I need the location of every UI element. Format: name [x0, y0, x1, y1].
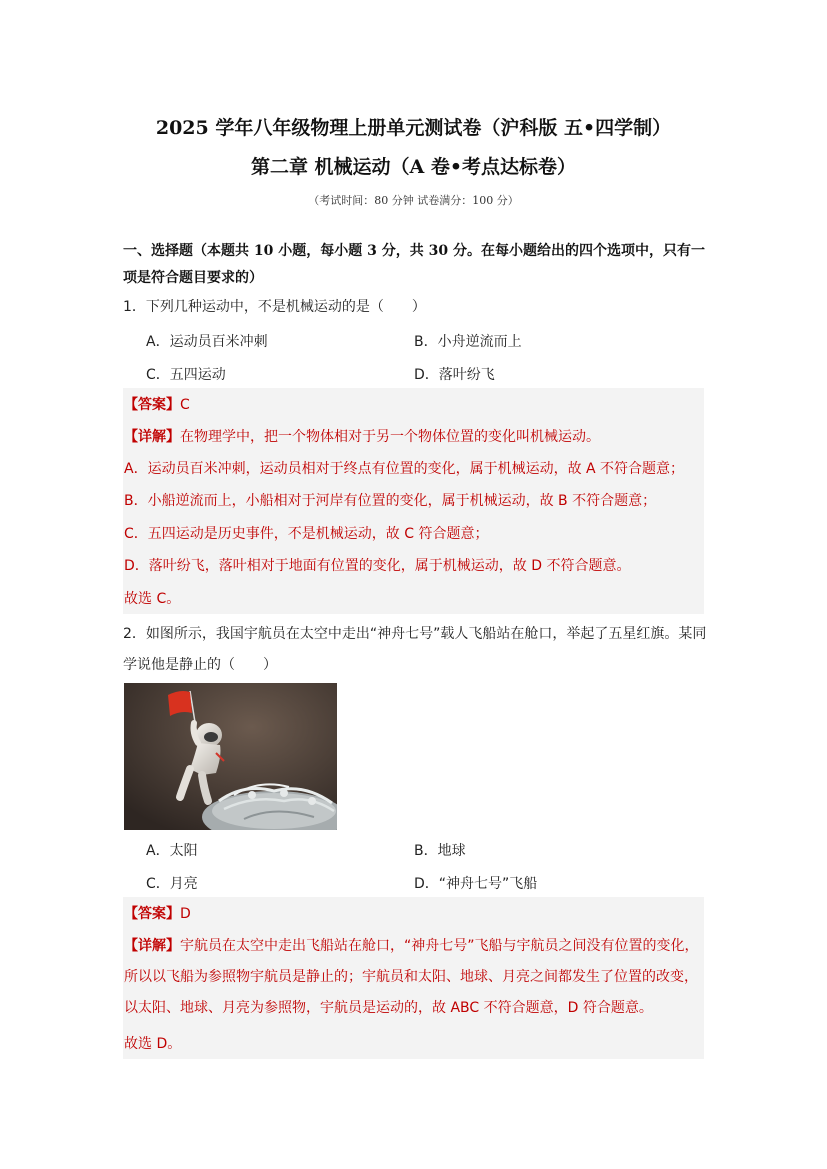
- q2-explain-text: 宇航员在太空中走出飞船站在舱口，“神舟七号”飞船与宇航员之间没有位置的变化，所以以飞船为参照物宇航员是静止的；宇航员和太阳、地球、月亮之间都发生了位置的改变，以太阳、地球、月亮为参照物，宇航员是运动的，故 ABC 不符合题意，D 符合题意。: [124, 938, 699, 1016]
- section-heading: 一、选择题（本题共 10 小题，每小题 3 分，共 30 分。在每小题给出的四个选项中，只有一项是符合题目要求的）: [123, 243, 705, 286]
- q1-conclusion: 故选 C。: [124, 591, 181, 607]
- q1-option-c: C．五四运动: [146, 367, 226, 383]
- q1-option-d: D．落叶纷飞: [414, 367, 495, 383]
- q2-explanation: [124, 931, 704, 1024]
- q1-explain-line-d: D．落叶纷飞，落叶相对于地面有位置的变化，属于机械运动，故 D 不符合题意。: [124, 558, 631, 574]
- q2-option-d: D．“神舟七号”飞船: [414, 876, 538, 892]
- q1-option-a: A．运动员百米冲刺: [146, 334, 268, 350]
- document-title: 2025 学年八年级物理上册单元测试卷（沪科版 五•四学制）: [155, 117, 672, 139]
- q1-answer: [124, 395, 704, 415]
- q2-answer: [124, 904, 704, 924]
- q2-conclusion: 故选 D。: [124, 1036, 182, 1052]
- question-2-stem: 2．如图所示，我国宇航员在太空中走出“神舟七号”载人飞船站在舱口，举起了五星红旗。某同学说他是静止的（ ）: [123, 626, 707, 673]
- q1-explain-line-b: B．小船逆流而上，小船相对于河岸有位置的变化，属于机械运动，故 B 不符合题意；: [124, 493, 657, 509]
- q1-explanation: [124, 427, 704, 447]
- q1-explain-line-c: C．五四运动是历史事件，不是机械运动，故 C 符合题意；: [124, 526, 489, 542]
- document-subtitle: 第二章 机械运动（A 卷•考点达标卷）: [250, 156, 577, 178]
- astronaut-photo: [124, 683, 337, 830]
- q1-explain-tag: 【详解】: [124, 429, 180, 445]
- q1-explain-text: 在物理学中，把一个物体相对于另一个物体位置的变化叫机械运动。: [180, 429, 600, 445]
- q2-answer-tag: 【答案】: [124, 906, 180, 922]
- question-1-stem: 1．下列几种运动中，不是机械运动的是（ ）: [123, 299, 426, 315]
- q2-option-c: C．月亮: [146, 876, 198, 892]
- q1-option-b: B．小舟逆流而上: [414, 334, 522, 350]
- q2-option-a: A．太阳: [146, 843, 198, 859]
- q1-answer-value: C: [180, 397, 190, 413]
- q1-explain-line-a: A．运动员百米冲刺，运动员相对于终点有位置的变化，属于机械运动，故 A 不符合题意；: [124, 461, 685, 477]
- q1-answer-tag: 【答案】: [124, 397, 180, 413]
- q2-option-b: B．地球: [414, 843, 466, 859]
- exam-info: （考试时间：80 分钟 试卷满分：100 分）: [308, 194, 519, 207]
- q2-answer-value: D: [180, 906, 191, 922]
- q2-explain-tag: 【详解】: [124, 938, 180, 954]
